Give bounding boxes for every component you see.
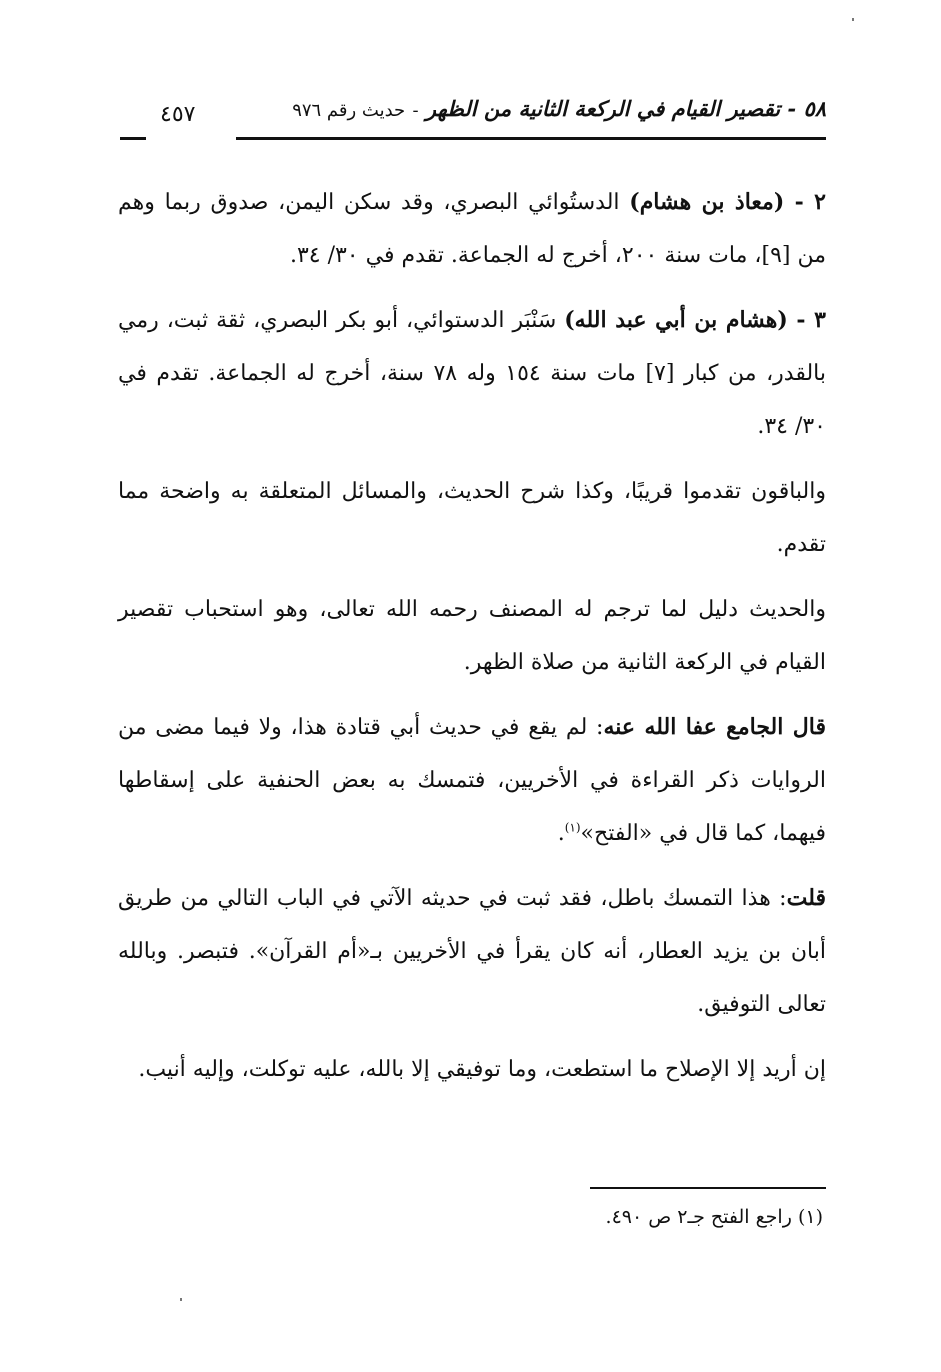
paragraph-text: سَنْبَر الدستوائي، أبو بكر البصري، ثقة ثبت، رمي بالقدر، من كبار [٧] مات سنة ١٥٤ وله ٧٨ سنة، أخرج له الجماعة. تقدم في ٣٠/ ٣٤. [118,308,826,439]
paragraph-compiler-note [118,701,826,860]
header-rule [236,137,826,140]
footnote-marker: (١) [564,820,581,835]
paragraph-text: والباقون تقدموا قريبًا، وكذا شرح الحديث، والمسائل المتعلقة به واضحة مما تقدم. [118,479,826,557]
page-number: ٤٥٧ [160,102,196,127]
paragraph-narrator-2 [118,176,826,282]
paragraph-text: الدستُوائي البصري، وقد سكن اليمن، صدوق ربما وهم من [٩]، مات سنة ٢٠٠، أخرج له الجماعة. تقدم في ٣٠/ ٣٤. [118,190,826,268]
main-text [118,176,826,1108]
paragraph-narrator-3 [118,294,826,453]
header-dash [120,137,146,140]
narrator-name: ٣ - (هشام بن أبي عبد الله) [564,307,826,333]
footnote [323,1206,823,1228]
paragraph-remaining [118,465,826,571]
compiler-label: قال الجامع عفا الله عنه [603,714,827,740]
header-title [292,96,826,121]
paragraph-tail: . [557,821,565,846]
header-separator: - [412,100,419,121]
scan-speck [180,1298,182,1301]
narrator-name: ٢ - (معاذ بن هشام) [629,189,826,215]
paragraph-evidence [118,583,826,689]
hadith-reference: حديث رقم ٩٧٦ [292,100,406,121]
footnote-number: (١) [797,1206,823,1228]
paragraph-text: : لم يقع في حديث أبي قتادة هذا، ولا فيما مضى من الروايات ذكر القراءة في الأخريين، فتمسك به بعض الحنفية على إسقاطها فيهما، كما قال في «الفتح» [118,715,826,846]
footnote-text: راجع الفتح جـ٢ ص ٤٩٠. [605,1206,792,1228]
footnote-rule [590,1187,826,1189]
paragraph-text: : هذا التمسك باطل، فقد ثبت في حديثه الآتي في الباب التالي من طريق أبان بن يزيد العطار، أنه كان يقرأ في الأخريين بـ«أم القرآن». فتبصر. وبالله تعالى التوفيق. [118,886,826,1017]
running-header [120,96,826,142]
scan-speck [852,18,854,21]
rebuttal-label: قلت [786,885,826,911]
paragraph-text: والحديث دليل لما ترجم له المصنف رحمه الله تعالى، وهو استحباب تقصير القيام في الركعة الثانية من صلاة الظهر. [118,597,826,675]
paragraph-rebuttal [118,872,826,1031]
chapter-title: ٥٨ - تقصير القيام في الركعة الثانية من الظهر [425,96,826,121]
paragraph-closing [118,1043,826,1096]
paragraph-text: إن أريد إلا الإصلاح ما استطعت، وما توفيقي إلا بالله، عليه توكلت، وإليه أنيب. [138,1057,826,1082]
